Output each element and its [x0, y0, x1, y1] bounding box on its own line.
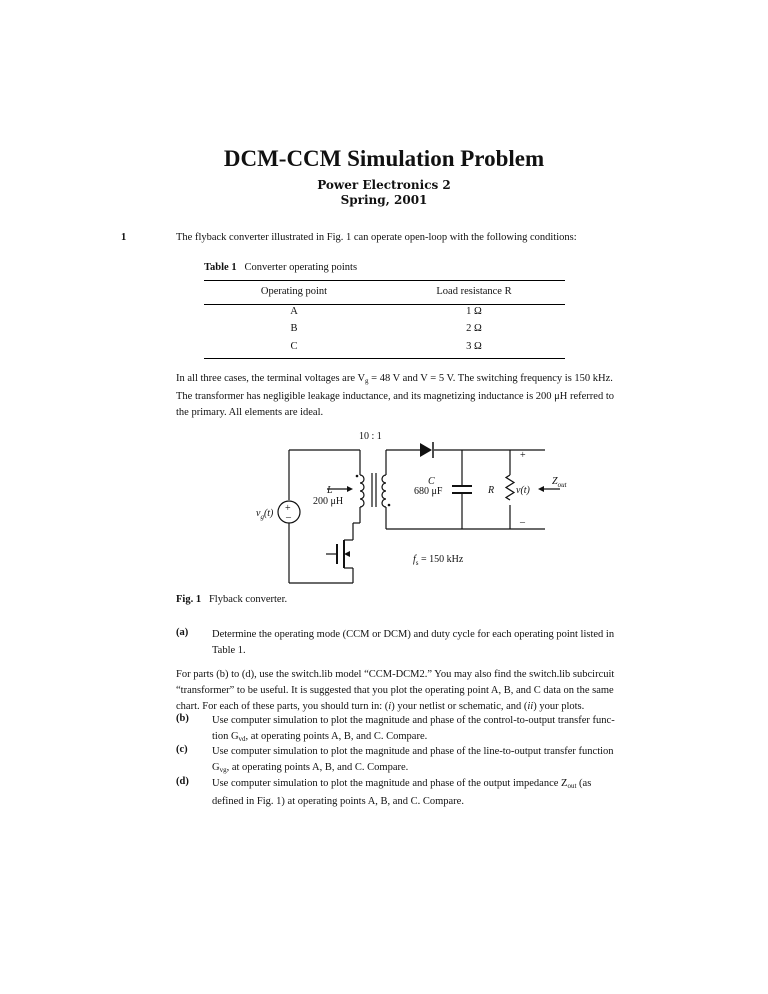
part-b-text: Use computer simulation to plot the magnitude and phase of the control-to-output transfer func- tion $G_{vd}$, at operating points A, B, and C. Compare. [212, 715, 615, 743]
figure-caption-text: Flyback converter. [208, 594, 288, 605]
table-bottom-rule [204, 358, 565, 359]
figure-caption [176, 592, 287, 608]
source-minus: – [286, 512, 291, 523]
instructions-line-1: For parts (b) to (d), use the switch.lib model “CCM-DCM2.” You may also find the switch.lib subcircuit [176, 669, 615, 680]
part-a-label: (a) [176, 627, 189, 638]
instructions-line-2: “transformer” to be useful. It is suggested that you plot the operating point A, B, and C data on the same [176, 685, 614, 696]
diode-icon [420, 443, 432, 457]
primary-winding [360, 475, 364, 507]
table-header-load-resistance: Load resistance R [436, 286, 512, 297]
part-c-text: Use computer simulation to plot the magnitude and phase of the line-to-output transfer function $G_{vg}$, at operating points A, B, and C. Compare. [212, 746, 614, 774]
secondary-dot [388, 504, 391, 507]
course-name: Power Electronics 2 [317, 178, 451, 192]
part-b-label: (b) [176, 713, 189, 724]
source-label: $v_g(t)$ [256, 508, 274, 521]
part-c-label: (c) [176, 744, 188, 755]
part-d-text: Use computer simulation to plot the magnitude and phase of the output impedance $Z_{out}$ (as defined in Fig. 1) at operating points A, B, and C. Compare. [212, 778, 592, 807]
conditions-paragraph [176, 371, 646, 421]
inductor-value: 200 μH [313, 496, 344, 507]
inductor-label: L [327, 485, 333, 496]
table-label: Table 1 [204, 262, 237, 273]
page-title: DCM-CCM Simulation Problem [223, 146, 545, 171]
table-row-a-load: 1 Ω [466, 306, 482, 317]
primary-dot [356, 475, 359, 478]
capacitor-label: C [428, 476, 435, 487]
problem-intro: The flyback converter illustrated in Fig. 1 can operate open-loop with the following conditions: [176, 232, 577, 243]
table-row-c-point: C [290, 341, 298, 352]
part-a-text: Determine the operating mode (CCM or DCM) and duty cycle for each operating point listed in Table 1. [212, 629, 615, 656]
conditions-line-2: The transformer has negligible leakage inductance, and its magnetizing inductance is 200 μH referred to [176, 391, 615, 402]
source-plus: + [285, 503, 291, 514]
part-d-label: (d) [176, 776, 189, 787]
table-top-rule [204, 280, 565, 281]
term: Spring, 2001 [340, 193, 428, 207]
table-header-rule [204, 304, 565, 305]
turns-ratio-label: 10 : 1 [359, 431, 382, 442]
table-caption [204, 260, 357, 276]
figure-label: Fig. 1 [176, 594, 202, 605]
switching-frequency-label: $f_s = 150$ kHz [413, 554, 464, 567]
instructions-paragraph [176, 667, 646, 715]
capacitor-value: 680 μF [414, 486, 443, 497]
table-row-a-point: A [290, 306, 298, 317]
secondary-winding [382, 475, 386, 507]
table-caption-text: Converter operating points [244, 262, 358, 273]
table-row-c-load: 3 Ω [466, 341, 482, 352]
instructions-line-3: chart. For each of these parts, you should turn in: (i) your netlist or schematic, and (ii) your plots. [176, 701, 585, 712]
table-row-b-point: B [290, 323, 298, 334]
flyback-circuit-diagram [240, 425, 570, 590]
problem-number: 1 [121, 232, 127, 243]
output-voltage-label: v(t) [516, 485, 530, 496]
conditions-line-1: In all three cases, the terminal voltages are $V_g = 48$ V and V = 5 V. The switching frequency is 150 kHz. [176, 373, 613, 385]
output-plus: + [520, 450, 526, 461]
resistor-label: R [488, 485, 495, 496]
zout-label: $Z_{out}$ [552, 476, 567, 489]
output-minus: – [520, 517, 525, 528]
table-header-operating-point: Operating point [260, 286, 328, 297]
table-row-b-load: 2 Ω [466, 323, 482, 334]
load-resistor [506, 475, 514, 500]
conditions-line-3: the primary. All elements are ideal. [176, 407, 324, 418]
